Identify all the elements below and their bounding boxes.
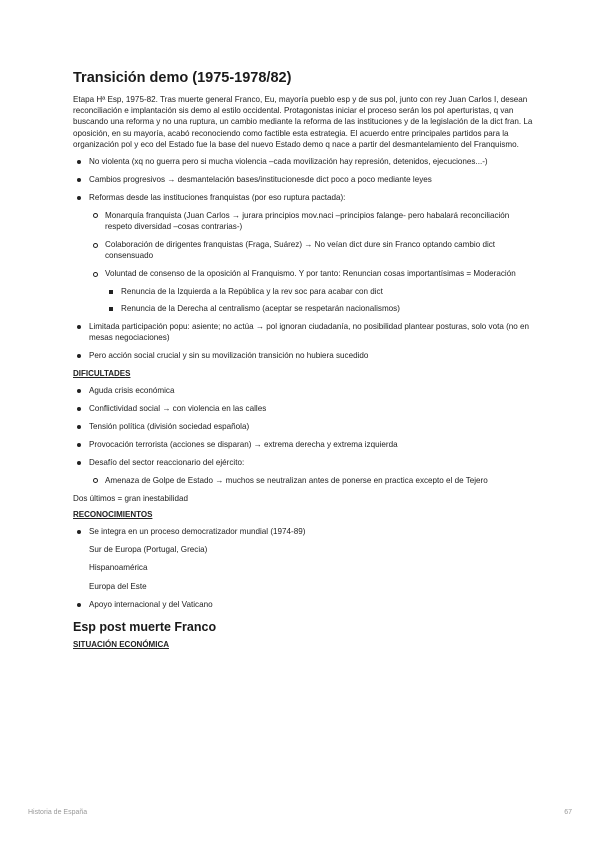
reconocimientos-list-2 — [73, 599, 533, 610]
dificultades-heading: DIFICULTADES — [73, 368, 131, 378]
page-title: Transición demo (1975-1978/82) — [73, 70, 292, 86]
reconocimientos-heading: RECONOCIMIENTOS — [73, 510, 153, 520]
list-item: Provocación terrorista (acciones se disparan) → extrema derecha y extrema izquierda — [73, 439, 533, 450]
sub-sublist — [105, 286, 533, 314]
list-item: Aguda crisis económica — [73, 385, 533, 396]
dificultades-list — [73, 385, 533, 486]
list-item: Pero acción social crucial y sin su movilización transición no hubiera sucedido — [73, 350, 533, 361]
sublist-item-text: Voluntad de consenso de la oposición al Franquismo. Y por tanto: Renuncian cosas importantísimas = Moderación — [105, 269, 516, 279]
list-item — [73, 192, 533, 314]
page-number: 67 — [564, 809, 572, 816]
page-content — [73, 70, 533, 656]
dificultades-closing: Dos últimos = gran inestabilidad — [73, 493, 188, 503]
sublist-item — [89, 268, 533, 314]
list-item: Se integra en un proceso democratizador mundial (1974-89) — [73, 526, 533, 537]
list-item: Cambios progresivos → desmantelación bases/institucionesde dict poco a poco mediante leyes — [73, 174, 533, 185]
sub-sublist-item: Renuncia de la Izquierda a la República y la rev soc para acabar con dict — [105, 286, 533, 297]
footer-title: Historia de España — [28, 809, 88, 816]
sub-sublist-item: Renuncia de la Derecha al centralismo (aceptar se respetarán nacionalismos) — [105, 303, 533, 314]
sublist-item: Amenaza de Golpe de Estado → muchos se neutralizan antes de ponerse en practica excepto el de Tejero — [89, 475, 533, 486]
characteristics-list — [73, 156, 533, 362]
section-title: Esp post muerte Franco — [73, 620, 217, 635]
list-item: Limitada participación popu: asiente; no actúa → pol ignoran ciudadanía, no posibilidad plantear posturas, solo vota (no en mesas negociaciones) — [73, 321, 533, 343]
region-line: Sur de Europa (Portugal, Grecia) — [89, 545, 208, 555]
reconocimientos-list — [73, 526, 533, 537]
list-item-text: Desafío del sector reaccionario del ejército: — [89, 458, 245, 468]
region-line: Hispanoamérica — [89, 563, 148, 573]
list-item-text: Reformas desde las instituciones franquistas (por eso ruptura pactada): — [89, 193, 346, 203]
intro-paragraph: Etapa Hª Esp, 1975-82. Tras muerte general Franco, Eu, mayoría pueblo esp y de sus pol, junto con rey Juan Carlos I, desean reconciliación e implantación sis demo al estilo occidental. Protagonistas iniciar el proceso serán los pol aperturistas, q van buscando una reforma y no una ruptura, un cambio mediante la reforma de las instituciones y de la legislación de la dict fran. La oposición, en su mayoría, acabó reconociendo como factible esta estrategia. El acuerdo entre principales partidos para la organización pol y eco del Estado fue la base del nuevo Estado demo q nace a partir del desmantelamiento del Franquismo. — [73, 95, 533, 149]
list-item: No violenta (xq no guerra pero si mucha violencia –cada movilización hay represión, detenidos, ejecuciones...-) — [73, 156, 533, 167]
sublist-item: Colaboración de dirigentes franquistas (Fraga, Suárez) → No veían dict dure sin Franco optando cambio dict consensuado — [89, 239, 533, 261]
sublist-item: Monarquía franquista (Juan Carlos → jurara principios mov.naci –principios falange- pero habalará reconciliación respeto diversidad –cosas contrarias-) — [89, 210, 533, 232]
sublist — [89, 210, 533, 314]
list-item — [73, 457, 533, 485]
region-line: Europa del Este — [89, 581, 147, 591]
situacion-economica-heading: SITUACIÓN ECONÓMICA — [73, 640, 169, 650]
list-item: Apoyo internacional y del Vaticano — [73, 599, 533, 610]
list-item: Tensión política (división sociedad española) — [73, 421, 533, 432]
sublist — [89, 475, 533, 486]
list-item: Conflictividad social → con violencia en las calles — [73, 403, 533, 414]
